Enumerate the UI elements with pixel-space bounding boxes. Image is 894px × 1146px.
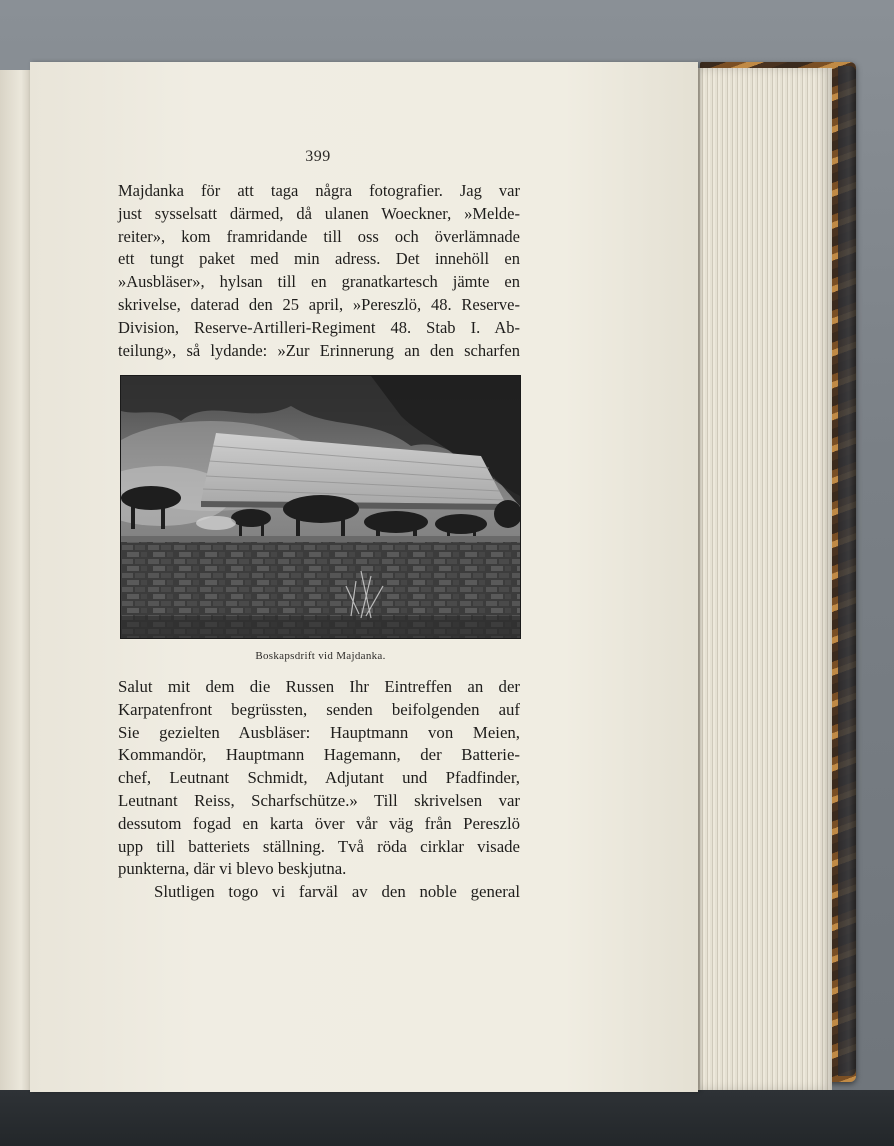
text-line: Kommandör, Hauptmann Hagemann, der Batterie- bbox=[118, 745, 520, 765]
text-line: teilung», så lydande: »Zur Erinnerung an den scharfen bbox=[118, 340, 520, 360]
text-line: Leutnant Reiss, Scharfschütze.» Till skrivelsen var bbox=[118, 790, 520, 810]
text-line: reiter», kom framridande till oss och överlämnade bbox=[118, 226, 520, 246]
page-number: 399 bbox=[305, 148, 331, 165]
text-block-bottom bbox=[118, 676, 520, 904]
page-block-edge bbox=[698, 68, 832, 1090]
table-shadow bbox=[0, 1090, 894, 1146]
text-line: ett tungt paket med min adress. Det innehöll en bbox=[118, 249, 520, 269]
text-line: dessutom fogad en karta över vår väg från Pereszlö bbox=[118, 813, 520, 833]
photo-caption: Boskapsdrift vid Majdanka. bbox=[255, 650, 386, 662]
text-line: chef, Leutnant Schmidt, Adjutant und Pfadfinder, bbox=[118, 768, 520, 788]
text-line: Sie gezielten Ausbläser: Hauptmann von Meien, bbox=[118, 722, 520, 742]
text-line: Slutligen togo vi farväl av den noble general bbox=[154, 882, 520, 902]
text-line: upp till batteriets ställning. Två röda cirklar visade bbox=[118, 836, 520, 856]
left-page-edge bbox=[0, 70, 31, 1090]
text-line: just sysselsatt därmed, då ulanen Woeckner, »Melde- bbox=[118, 203, 520, 223]
book-cover-edge bbox=[838, 66, 856, 1076]
text-line: Salut mit dem die Russen Ihr Eintreffen an der bbox=[118, 677, 520, 696]
text-line: punkterna, där vi blevo beskjutna. bbox=[118, 859, 347, 879]
text-line: »Ausbläser», hylsan till en granatkartesch jämte en bbox=[118, 272, 520, 292]
text-line: Karpatenfront begrüssten, senden beifolgenden auf bbox=[118, 699, 520, 719]
text-line: Division, Reserve-Artilleri-Regiment 48. Stab I. Ab- bbox=[118, 317, 520, 337]
text-line: Majdanka för att taga några fotografier. Jag var bbox=[118, 181, 520, 200]
photograph-cattle-drive bbox=[120, 375, 521, 639]
text-line: skrivelse, daterad den 25 april, »Pereszlö, 48. Reserve- bbox=[118, 294, 520, 314]
text-block-top bbox=[118, 180, 520, 362]
